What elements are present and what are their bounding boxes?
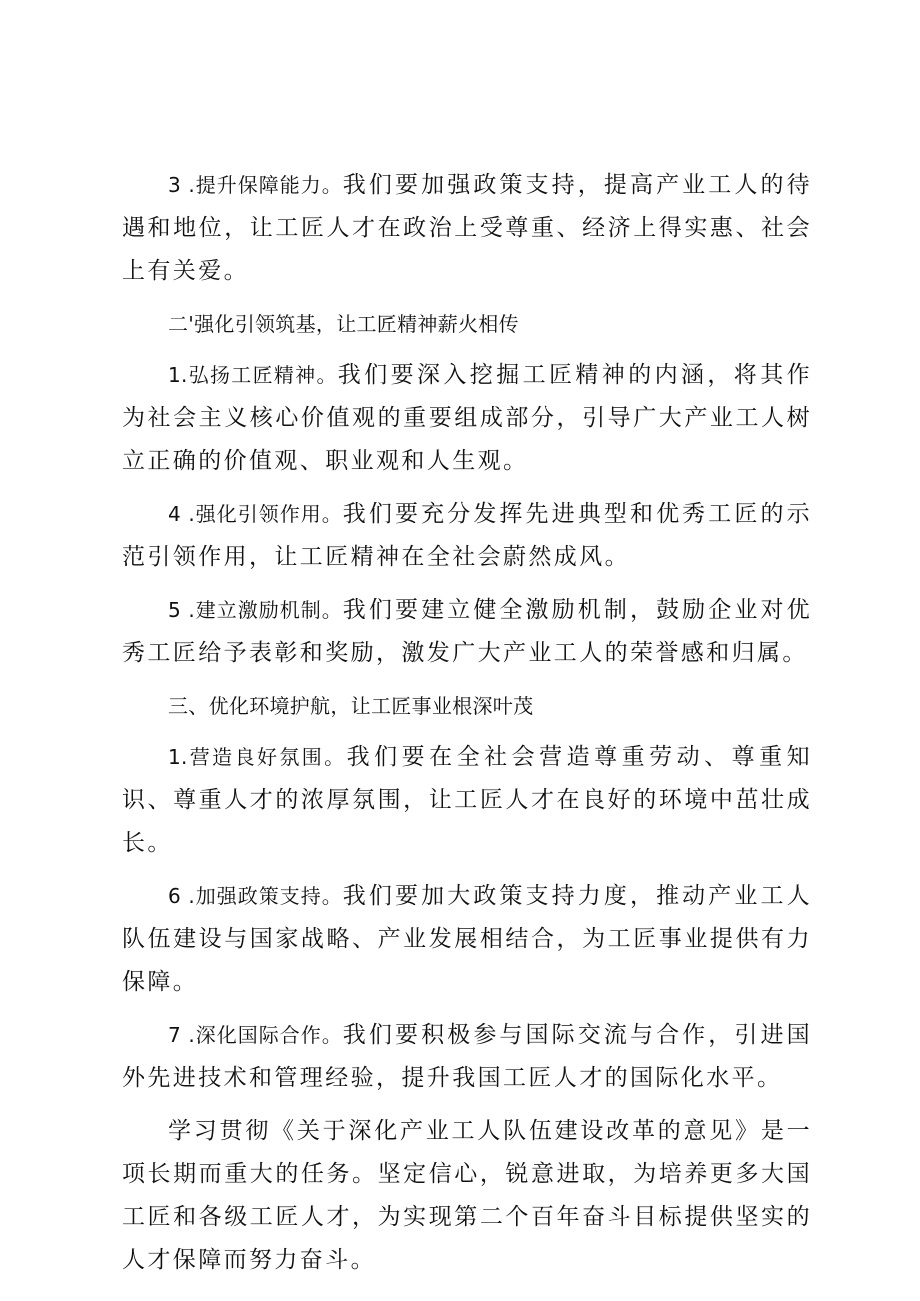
item-number: 3 — [168, 173, 189, 197]
section-heading: 三、优化环境护航，让工匠事业根深叶茂 — [168, 694, 534, 718]
item-number: 1. — [168, 363, 188, 387]
item-text: 我们要建立健全激励机制，鼓励企业对优秀工匠给予表彰和奖励，激发广大产业工人的荣誉感和归属。 — [122, 597, 812, 666]
item-paragraph — [122, 589, 812, 675]
item-lead: .提升保障能力。 — [188, 173, 343, 197]
item-lead: 弘扬工匠精神。 — [187, 363, 338, 387]
item-paragraph — [122, 875, 812, 1004]
item-number: 7 — [168, 1023, 189, 1047]
item-lead: .加强政策支持。 — [188, 884, 343, 908]
item-paragraph — [122, 736, 812, 865]
item-text: 我们要加强政策支持，提高产业工人的待遇和地位，让工匠人才在政治上受尊重、经济上得实惠、社会上有关爱。 — [122, 172, 812, 284]
item-text: 我们要深入挖掘工匠精神的内涵，将其作为社会主义核心价值观的重要组成部分，引导广大产业工人树立正确的价值观、职业观和人生观。 — [122, 362, 812, 474]
item-number: 4 — [168, 502, 189, 526]
section-heading: 二'强化引领筑基，让工匠精神薪火相传 — [168, 312, 519, 336]
item-paragraph — [122, 493, 812, 579]
document-body — [122, 164, 812, 1292]
item-lead: .深化国际合作。 — [188, 1023, 343, 1047]
item-number: 5 — [168, 598, 189, 622]
item-paragraph — [122, 164, 812, 293]
closing-paragraph: 学习贯彻《关于深化产业工人队伍建设改革的意见》是一项长期而重大的任务。坚定信心，锐意进取，为培养更多大国工匠和各级工匠人才，为实现第二个百年奋斗目标提供坚实的人才保障而努力奋斗。 — [122, 1118, 812, 1273]
item-text: 我们要加大政策支持力度，推动产业工人队伍建设与国家战略、产业发展相结合，为工匠事业提供有力保障。 — [122, 883, 812, 995]
item-number: 6 — [168, 884, 189, 908]
item-text: 我们要积极参与国际交流与合作，引进国外先进技术和管理经验，提升我国工匠人才的国际化水平。 — [122, 1022, 812, 1091]
item-number: 1. — [168, 745, 188, 769]
item-lead: .建立激励机制。 — [188, 598, 343, 622]
item-lead: 营造良好氛围。 — [187, 745, 347, 769]
item-lead: .强化引领作用。 — [188, 502, 343, 526]
item-paragraph — [122, 1014, 812, 1100]
item-text: 我们要充分发挥先进典型和优秀工匠的示范引领作用，让工匠精神在全社会蔚然成风。 — [122, 501, 812, 570]
item-paragraph — [122, 354, 812, 483]
item-text: 我们要在全社会营造尊重劳动、尊重知识、尊重人才的浓厚氛围，让工匠人才在良好的环境中茁壮成长。 — [122, 744, 812, 856]
